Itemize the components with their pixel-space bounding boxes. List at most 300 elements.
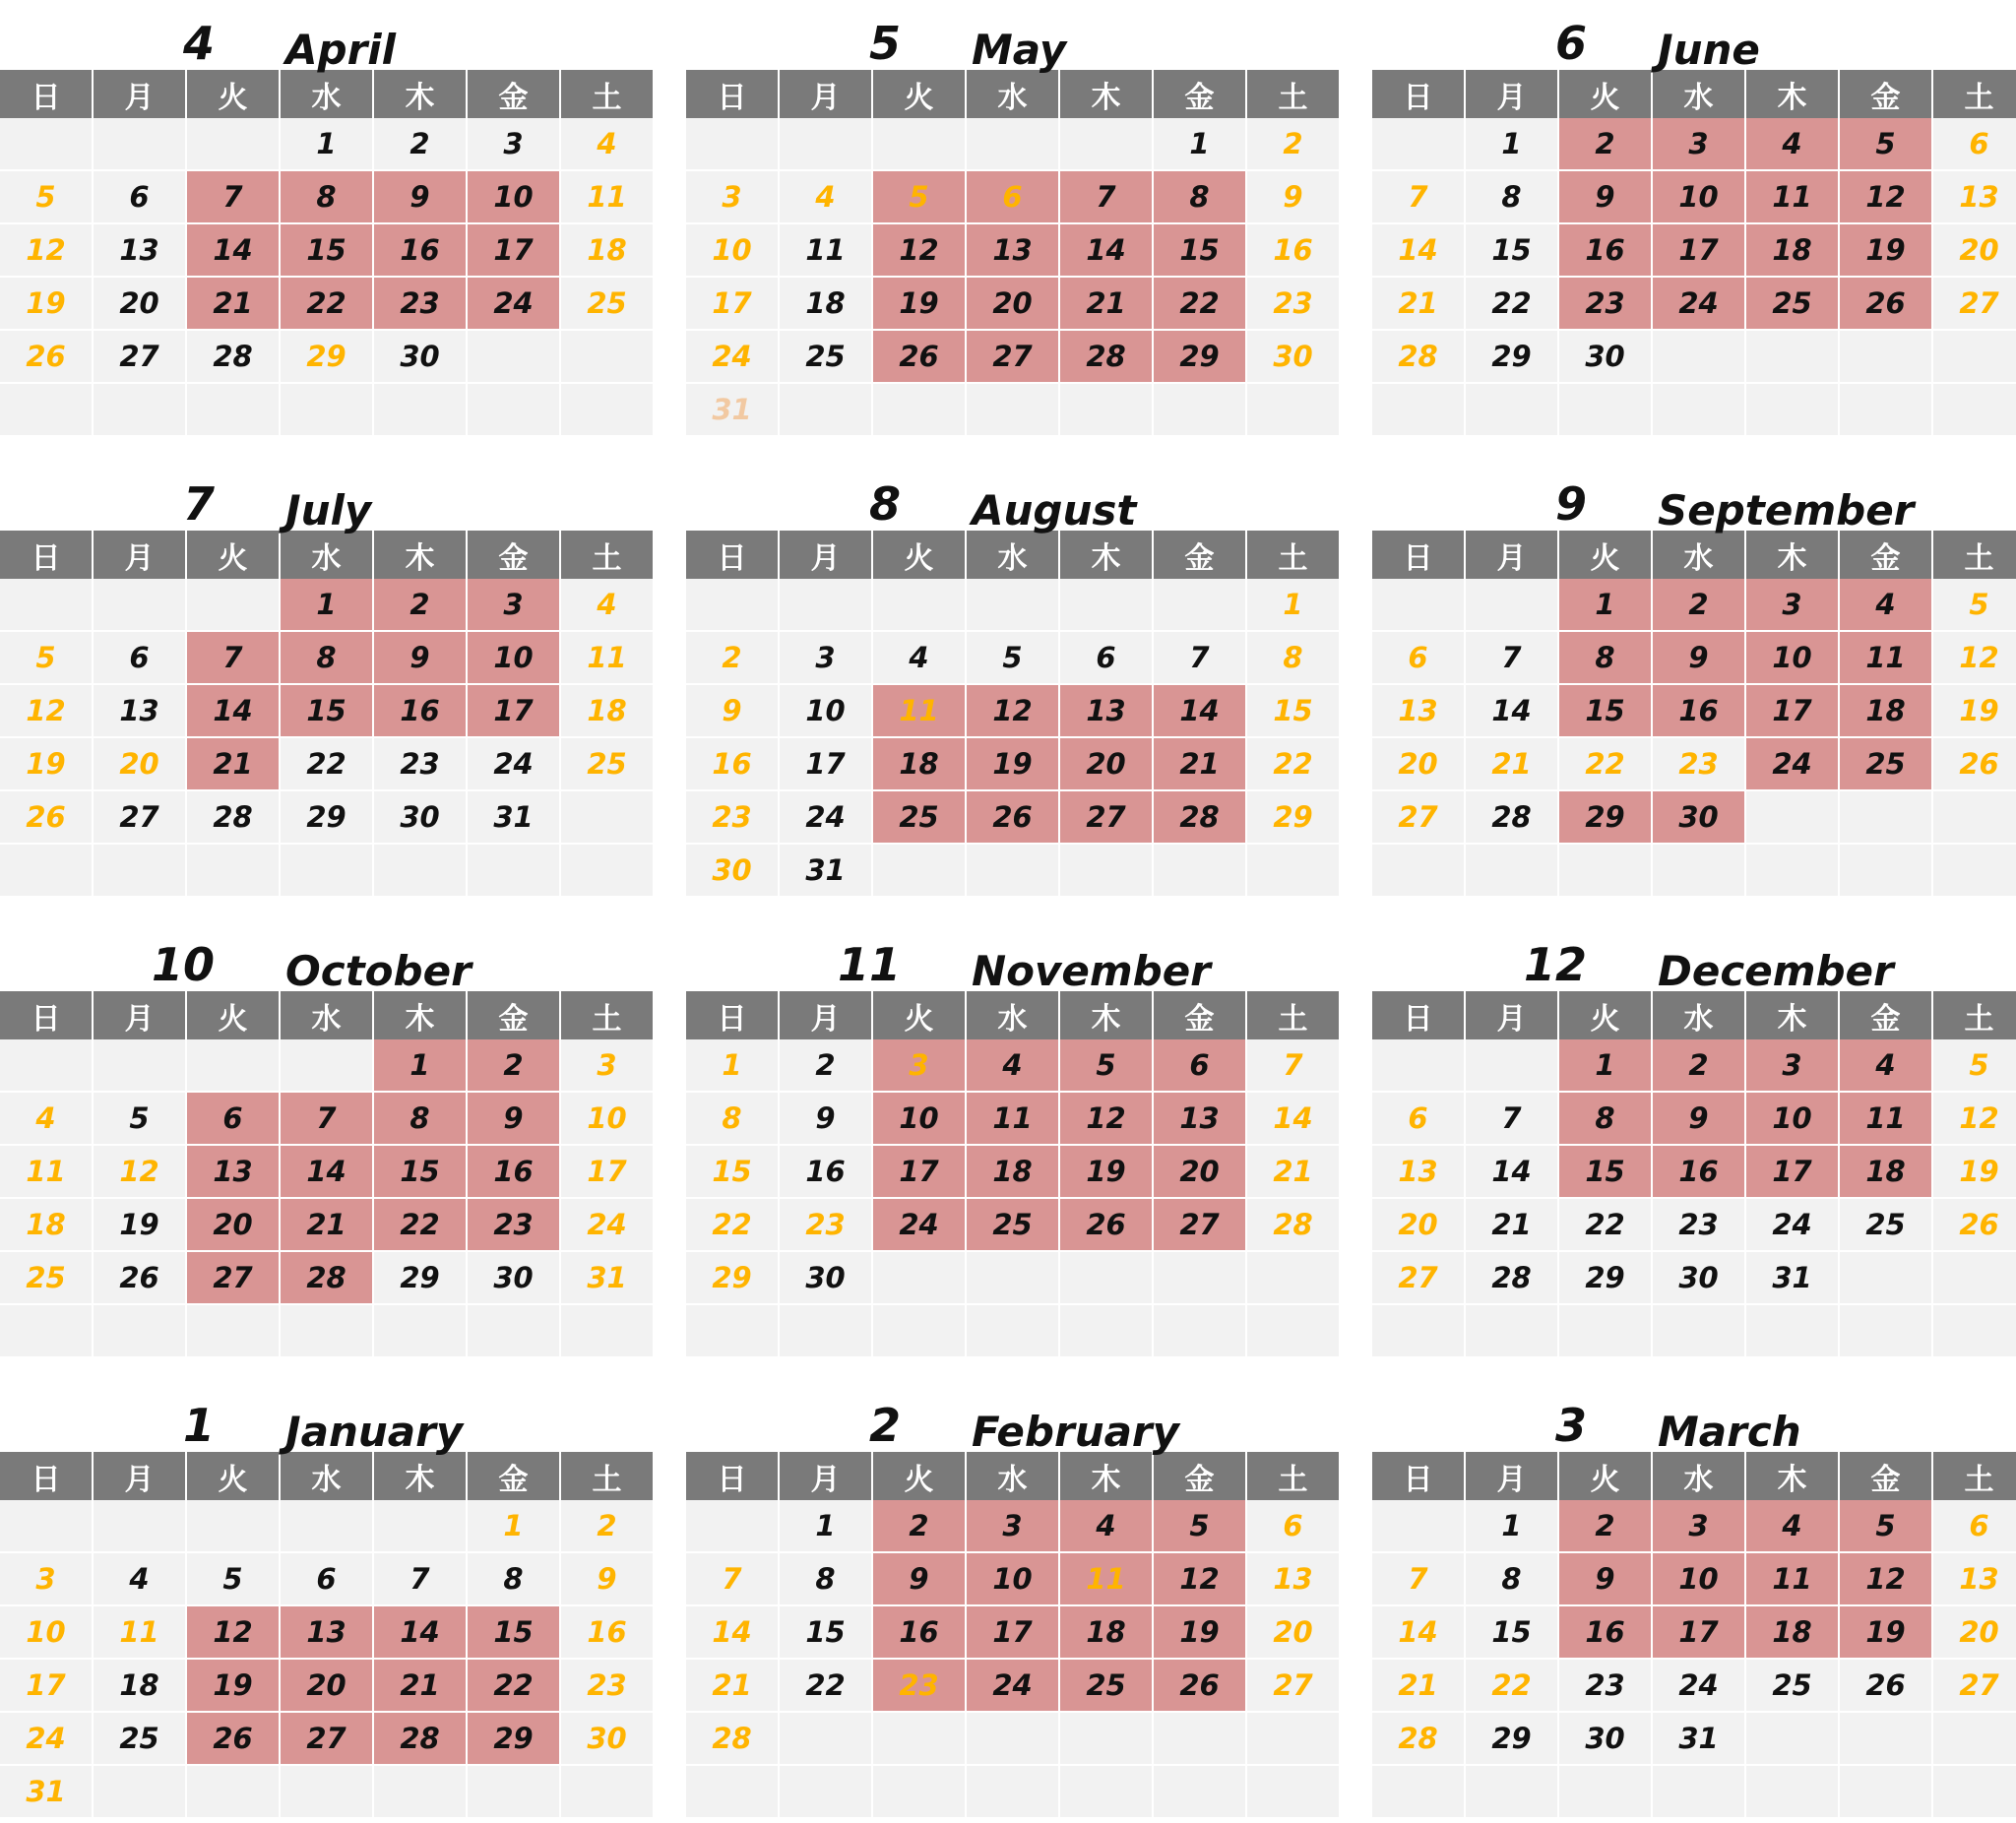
day-cell: 16	[560, 1605, 653, 1659]
day-cell: 22	[779, 1659, 872, 1712]
empty-cell	[467, 383, 560, 436]
month-name: June	[1658, 26, 1760, 74]
weekday-label: 土	[1932, 1452, 2016, 1500]
day-cell: 29	[280, 330, 373, 383]
day-cell: 13	[1932, 1552, 2016, 1605]
empty-cell	[373, 1304, 467, 1357]
week-row	[0, 1092, 653, 1145]
day-cell: 28	[1153, 790, 1246, 844]
day-cell: 21	[1372, 1659, 1465, 1712]
empty-cell	[0, 383, 93, 436]
month-calendar	[1372, 461, 2016, 898]
week-row	[0, 170, 653, 223]
empty-cell	[1059, 1765, 1153, 1818]
empty-cell	[1246, 1251, 1339, 1304]
day-cell: 12	[966, 684, 1059, 737]
month-title	[686, 0, 1332, 74]
empty-cell	[0, 579, 93, 631]
day-cell: 18	[1745, 1605, 1839, 1659]
day-cell: 17	[467, 223, 560, 277]
week-row	[686, 223, 1339, 277]
empty-cell	[1558, 844, 1652, 897]
empty-cell	[1839, 330, 1932, 383]
day-cell: 28	[1465, 1251, 1558, 1304]
month-name: May	[972, 26, 1067, 74]
empty-cell	[186, 579, 280, 631]
month-number: 6	[1554, 17, 1587, 70]
day-cell: 8	[1558, 631, 1652, 684]
day-cell: 24	[1745, 1198, 1839, 1251]
day-cell: 24	[560, 1198, 653, 1251]
week-row	[686, 844, 1339, 897]
week-row	[1372, 737, 2016, 790]
day-cell: 31	[467, 790, 560, 844]
weekday-label: 土	[1932, 70, 2016, 118]
day-cell: 7	[1153, 631, 1246, 684]
weekday-label: 月	[779, 1452, 872, 1500]
weekday-label: 金	[467, 1452, 560, 1500]
day-cell: 9	[560, 1552, 653, 1605]
weekday-header-row	[1372, 70, 2016, 118]
week-row	[686, 1304, 1339, 1357]
day-cell: 12	[1839, 170, 1932, 223]
day-cell: 20	[280, 1659, 373, 1712]
day-cell: 11	[1745, 170, 1839, 223]
weekday-label: 火	[186, 1452, 280, 1500]
day-cell: 26	[966, 790, 1059, 844]
day-cell: 6	[1372, 631, 1465, 684]
empty-cell	[186, 118, 280, 170]
week-row	[1372, 1039, 2016, 1092]
week-row	[0, 790, 653, 844]
empty-cell	[560, 1304, 653, 1357]
empty-cell	[779, 383, 872, 436]
day-cell: 20	[1059, 737, 1153, 790]
empty-cell	[560, 383, 653, 436]
day-cell: 24	[686, 330, 779, 383]
weekday-label: 土	[560, 70, 653, 118]
empty-cell	[1745, 1304, 1839, 1357]
weekday-label: 土	[1246, 991, 1339, 1039]
day-cell: 30	[1652, 1251, 1745, 1304]
day-cell: 16	[686, 737, 779, 790]
day-cell: 7	[1059, 170, 1153, 223]
empty-cell	[966, 1304, 1059, 1357]
day-cell: 9	[373, 631, 467, 684]
day-cell: 16	[1652, 1145, 1745, 1198]
empty-cell	[872, 118, 966, 170]
day-cell: 7	[1372, 170, 1465, 223]
weekday-header-row	[686, 531, 1339, 579]
day-cell: 27	[93, 790, 186, 844]
week-row	[0, 277, 653, 330]
empty-cell	[872, 1712, 966, 1765]
week-row	[0, 383, 653, 436]
day-cell: 6	[186, 1092, 280, 1145]
day-cell: 14	[186, 684, 280, 737]
day-cell: 17	[779, 737, 872, 790]
day-cell: 3	[966, 1500, 1059, 1552]
day-cell: 3	[872, 1039, 966, 1092]
day-cell: 16	[1558, 1605, 1652, 1659]
day-cell: 10	[0, 1605, 93, 1659]
day-cell: 6	[280, 1552, 373, 1605]
day-cell: 29	[1558, 790, 1652, 844]
day-cell: 24	[779, 790, 872, 844]
month-number: 8	[868, 477, 901, 531]
empty-cell	[1839, 383, 1932, 436]
day-cell: 6	[93, 631, 186, 684]
day-cell: 12	[1153, 1552, 1246, 1605]
weekday-label: 火	[1558, 70, 1652, 118]
empty-cell	[1745, 330, 1839, 383]
weekday-label: 月	[93, 1452, 186, 1500]
day-cell: 29	[467, 1712, 560, 1765]
empty-cell	[1372, 118, 1465, 170]
day-cell: 5	[1932, 579, 2016, 631]
weekday-label: 金	[1839, 991, 1932, 1039]
day-cell: 16	[1246, 223, 1339, 277]
week-row	[0, 1198, 653, 1251]
month-name: April	[285, 26, 397, 74]
empty-cell	[1932, 844, 2016, 897]
month-calendar	[0, 921, 646, 1358]
month-grid	[686, 531, 1339, 898]
week-row	[0, 1251, 653, 1304]
week-row	[0, 1765, 653, 1818]
empty-cell	[1153, 1765, 1246, 1818]
day-cell: 16	[779, 1145, 872, 1198]
day-cell: 2	[686, 631, 779, 684]
day-cell: 4	[872, 631, 966, 684]
day-cell: 11	[560, 631, 653, 684]
day-cell: 12	[0, 684, 93, 737]
empty-cell	[1153, 1304, 1246, 1357]
weekday-header-row	[0, 1452, 653, 1500]
month-number: 12	[1523, 938, 1587, 991]
empty-cell	[1465, 844, 1558, 897]
day-cell: 12	[872, 223, 966, 277]
week-row	[1372, 223, 2016, 277]
day-cell: 4	[966, 1039, 1059, 1092]
weekday-label: 水	[1652, 1452, 1745, 1500]
day-cell: 10	[467, 170, 560, 223]
month-grid	[686, 70, 1339, 437]
day-cell: 6	[966, 170, 1059, 223]
month-title	[0, 921, 646, 995]
day-cell: 2	[872, 1500, 966, 1552]
day-cell: 5	[93, 1092, 186, 1145]
day-cell: 15	[1465, 1605, 1558, 1659]
day-cell: 27	[1059, 790, 1153, 844]
day-cell: 27	[1932, 277, 2016, 330]
day-cell: 13	[1932, 170, 2016, 223]
day-cell: 15	[1153, 223, 1246, 277]
empty-cell	[1465, 579, 1558, 631]
day-cell: 5	[1839, 118, 1932, 170]
day-cell: 16	[467, 1145, 560, 1198]
month-calendar	[1372, 921, 2016, 1358]
day-cell: 14	[280, 1145, 373, 1198]
empty-cell	[560, 790, 653, 844]
week-row	[1372, 118, 2016, 170]
empty-cell	[93, 383, 186, 436]
day-cell: 9	[1652, 1092, 1745, 1145]
month-name: March	[1658, 1408, 1801, 1456]
empty-cell	[1372, 579, 1465, 631]
day-cell: 3	[0, 1552, 93, 1605]
empty-cell	[1059, 383, 1153, 436]
day-cell: 12	[1059, 1092, 1153, 1145]
day-cell: 8	[686, 1092, 779, 1145]
week-row	[1372, 383, 2016, 436]
day-cell: 3	[779, 631, 872, 684]
month-grid	[1372, 1452, 2016, 1819]
weekday-header-row	[0, 531, 653, 579]
day-cell: 22	[1465, 277, 1558, 330]
day-cell: 7	[373, 1552, 467, 1605]
day-cell: 11	[1059, 1552, 1153, 1605]
month-calendar	[686, 921, 1332, 1358]
empty-cell	[1059, 1251, 1153, 1304]
day-cell: 5	[186, 1552, 280, 1605]
day-cell: 9	[1558, 1552, 1652, 1605]
week-row	[686, 330, 1339, 383]
day-cell: 11	[0, 1145, 93, 1198]
day-cell: 2	[560, 1500, 653, 1552]
weekday-label: 水	[966, 1452, 1059, 1500]
empty-cell	[467, 330, 560, 383]
empty-cell	[1246, 1712, 1339, 1765]
day-cell: 10	[966, 1552, 1059, 1605]
week-row	[1372, 631, 2016, 684]
empty-cell	[1652, 330, 1745, 383]
week-row	[0, 1605, 653, 1659]
weekday-label: 木	[373, 70, 467, 118]
day-cell: 17	[467, 684, 560, 737]
day-cell: 2	[373, 579, 467, 631]
day-cell: 27	[1246, 1659, 1339, 1712]
month-calendar	[686, 0, 1332, 437]
day-cell: 18	[560, 684, 653, 737]
day-cell: 5	[1932, 1039, 2016, 1092]
day-cell: 22	[1153, 277, 1246, 330]
empty-cell	[1932, 330, 2016, 383]
empty-cell	[280, 844, 373, 897]
day-cell: 19	[1932, 1145, 2016, 1198]
day-cell: 20	[1246, 1605, 1339, 1659]
month-name: January	[285, 1408, 464, 1456]
day-cell: 7	[1372, 1552, 1465, 1605]
empty-cell	[373, 844, 467, 897]
weekday-label: 木	[1059, 1452, 1153, 1500]
day-cell: 19	[0, 277, 93, 330]
day-cell: 10	[1745, 1092, 1839, 1145]
empty-cell	[1745, 1712, 1839, 1765]
day-cell: 31	[686, 383, 779, 436]
weekday-label: 木	[1059, 70, 1153, 118]
day-cell: 19	[186, 1659, 280, 1712]
day-cell: 14	[1465, 684, 1558, 737]
day-cell: 8	[373, 1092, 467, 1145]
day-cell: 18	[872, 737, 966, 790]
day-cell: 17	[0, 1659, 93, 1712]
day-cell: 7	[1465, 631, 1558, 684]
day-cell: 3	[1652, 118, 1745, 170]
day-cell: 14	[1465, 1145, 1558, 1198]
empty-cell	[966, 1712, 1059, 1765]
empty-cell	[966, 383, 1059, 436]
weekday-label: 木	[1745, 70, 1839, 118]
day-cell: 23	[1246, 277, 1339, 330]
empty-cell	[1932, 383, 2016, 436]
empty-cell	[93, 579, 186, 631]
weekday-label: 木	[373, 1452, 467, 1500]
week-row	[1372, 844, 2016, 897]
weekday-label: 日	[0, 1452, 93, 1500]
day-cell: 22	[1558, 1198, 1652, 1251]
empty-cell	[1153, 579, 1246, 631]
weekday-label: 土	[560, 531, 653, 579]
month-number: 7	[182, 477, 215, 531]
day-cell: 21	[686, 1659, 779, 1712]
empty-cell	[280, 1039, 373, 1092]
day-cell: 30	[1246, 330, 1339, 383]
empty-cell	[373, 1500, 467, 1552]
day-cell: 19	[1839, 1605, 1932, 1659]
day-cell: 26	[0, 790, 93, 844]
day-cell: 27	[1372, 1251, 1465, 1304]
day-cell: 30	[686, 844, 779, 897]
day-cell: 23	[1652, 737, 1745, 790]
day-cell: 25	[1059, 1659, 1153, 1712]
weekday-label: 金	[1153, 1452, 1246, 1500]
empty-cell	[966, 118, 1059, 170]
empty-cell	[280, 1765, 373, 1818]
day-cell: 6	[1246, 1500, 1339, 1552]
empty-cell	[1652, 383, 1745, 436]
day-cell: 12	[1932, 1092, 2016, 1145]
empty-cell	[1839, 790, 1932, 844]
day-cell: 15	[280, 684, 373, 737]
month-name: October	[285, 947, 472, 995]
day-cell: 11	[1839, 1092, 1932, 1145]
day-cell: 5	[966, 631, 1059, 684]
day-cell: 30	[467, 1251, 560, 1304]
day-cell: 27	[186, 1251, 280, 1304]
day-cell: 3	[560, 1039, 653, 1092]
weekday-label: 木	[1059, 531, 1153, 579]
empty-cell	[467, 1765, 560, 1818]
day-cell: 4	[0, 1092, 93, 1145]
empty-cell	[186, 383, 280, 436]
day-cell: 4	[1745, 1500, 1839, 1552]
day-cell: 5	[1153, 1500, 1246, 1552]
day-cell: 13	[93, 223, 186, 277]
day-cell: 2	[1652, 579, 1745, 631]
day-cell: 20	[1153, 1145, 1246, 1198]
day-cell: 2	[1558, 1500, 1652, 1552]
month-calendar	[0, 461, 646, 898]
day-cell: 10	[686, 223, 779, 277]
day-cell: 25	[1839, 737, 1932, 790]
day-cell: 18	[560, 223, 653, 277]
day-cell: 19	[1153, 1605, 1246, 1659]
empty-cell	[1745, 383, 1839, 436]
day-cell: 13	[1153, 1092, 1246, 1145]
week-row	[0, 1500, 653, 1552]
weekday-label: 土	[1246, 70, 1339, 118]
day-cell: 22	[373, 1198, 467, 1251]
day-cell: 14	[186, 223, 280, 277]
day-cell: 22	[1246, 737, 1339, 790]
day-cell: 16	[1652, 684, 1745, 737]
weekday-label: 水	[1652, 70, 1745, 118]
day-cell: 7	[280, 1092, 373, 1145]
day-cell: 28	[1372, 330, 1465, 383]
empty-cell	[1839, 1304, 1932, 1357]
day-cell: 15	[280, 223, 373, 277]
day-cell: 2	[373, 118, 467, 170]
day-cell: 25	[1745, 1659, 1839, 1712]
weekday-label: 日	[0, 531, 93, 579]
empty-cell	[779, 1304, 872, 1357]
day-cell: 5	[0, 170, 93, 223]
empty-cell	[1059, 844, 1153, 897]
day-cell: 11	[779, 223, 872, 277]
day-cell: 25	[0, 1251, 93, 1304]
day-cell: 13	[966, 223, 1059, 277]
day-cell: 7	[686, 1552, 779, 1605]
empty-cell	[1652, 1765, 1745, 1818]
day-cell: 21	[186, 737, 280, 790]
weekday-label: 土	[1932, 531, 2016, 579]
day-cell: 14	[1372, 223, 1465, 277]
empty-cell	[1372, 1039, 1465, 1092]
empty-cell	[1153, 383, 1246, 436]
day-cell: 17	[872, 1145, 966, 1198]
day-cell: 26	[1932, 737, 2016, 790]
month-grid	[0, 70, 653, 437]
day-cell: 1	[280, 579, 373, 631]
empty-cell	[186, 1500, 280, 1552]
empty-cell	[1059, 1712, 1153, 1765]
day-cell: 29	[1246, 790, 1339, 844]
empty-cell	[1372, 1500, 1465, 1552]
weekday-label: 火	[872, 531, 966, 579]
empty-cell	[0, 1304, 93, 1357]
day-cell: 23	[1558, 277, 1652, 330]
month-name: August	[972, 486, 1137, 534]
day-cell: 22	[1465, 1659, 1558, 1712]
month-title	[0, 0, 646, 74]
day-cell: 25	[966, 1198, 1059, 1251]
day-cell: 17	[1745, 1145, 1839, 1198]
day-cell: 1	[1558, 579, 1652, 631]
day-cell: 1	[373, 1039, 467, 1092]
empty-cell	[1652, 844, 1745, 897]
empty-cell	[1558, 1765, 1652, 1818]
day-cell: 19	[872, 277, 966, 330]
day-cell: 26	[1932, 1198, 2016, 1251]
day-cell: 19	[0, 737, 93, 790]
day-cell: 15	[779, 1605, 872, 1659]
day-cell: 8	[1558, 1092, 1652, 1145]
day-cell: 12	[93, 1145, 186, 1198]
day-cell: 10	[1652, 1552, 1745, 1605]
empty-cell	[1246, 1765, 1339, 1818]
day-cell: 29	[1558, 1251, 1652, 1304]
